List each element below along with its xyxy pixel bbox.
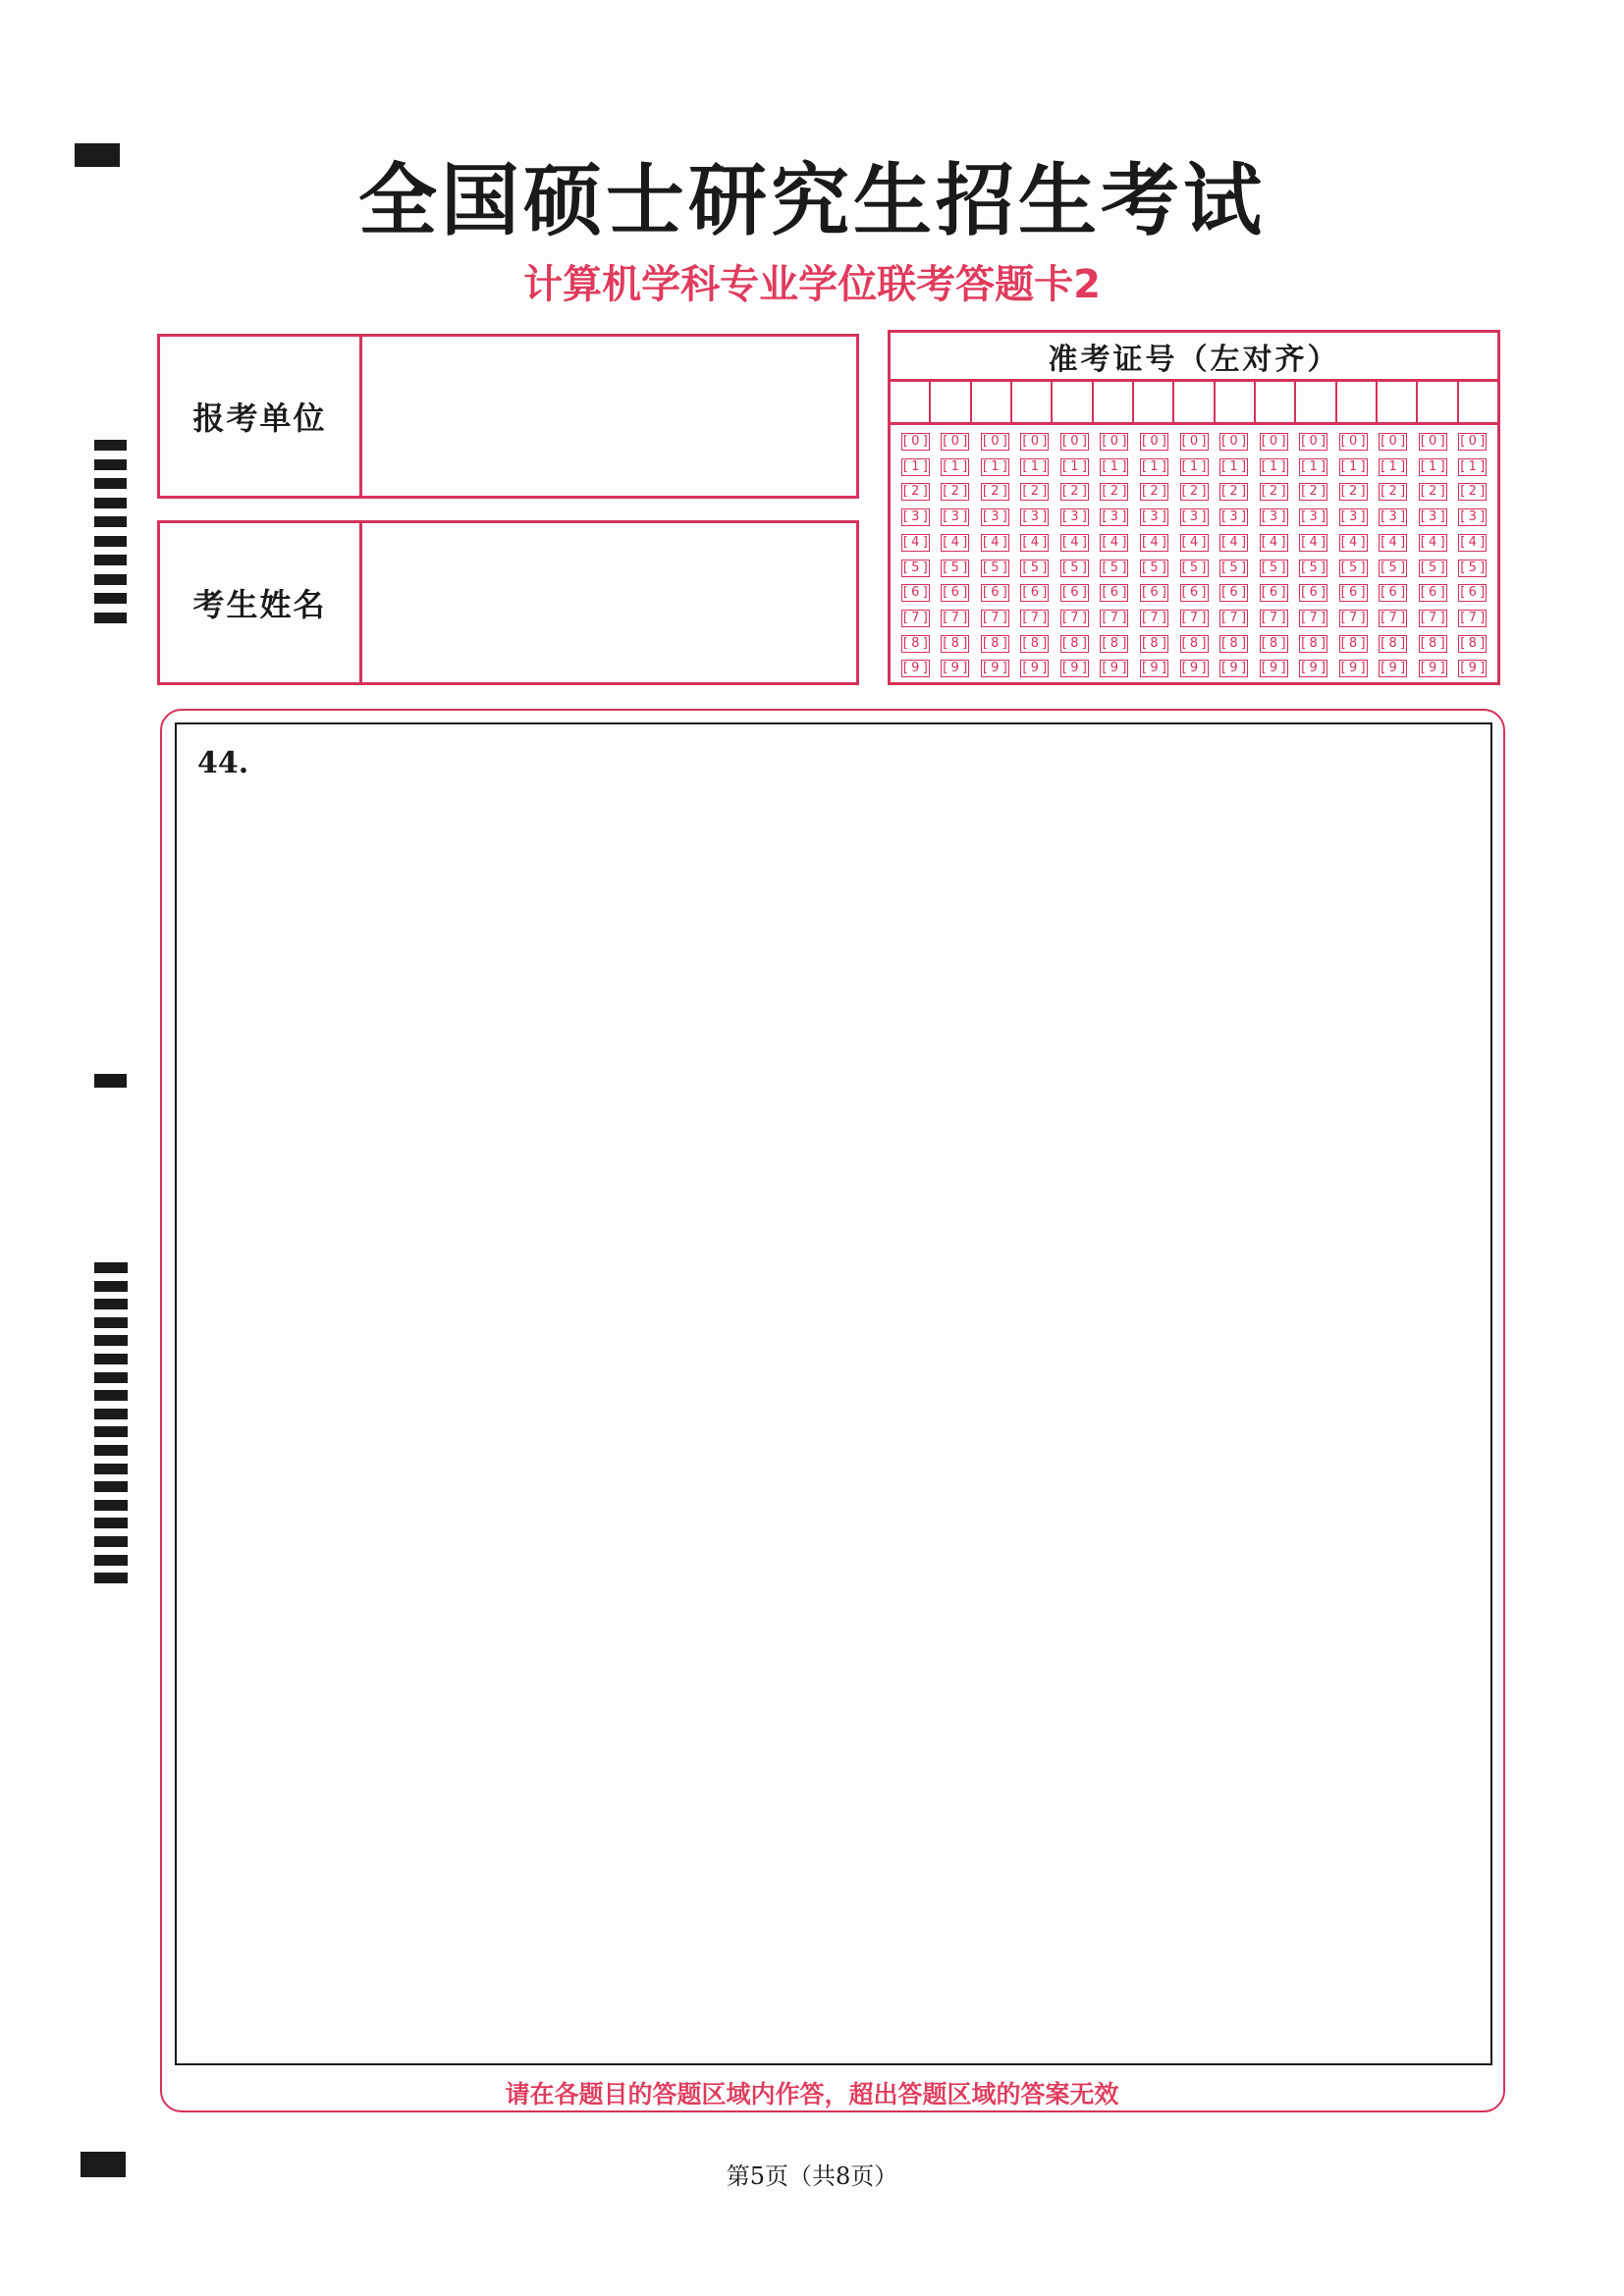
digit-bubble-0[interactable]: [ 0 ] [941, 433, 969, 451]
admission-id-digit-box[interactable] [1459, 382, 1497, 422]
digit-bubble-0[interactable]: [ 0 ] [1339, 433, 1368, 451]
digit-bubble-8[interactable]: [ 8 ] [1219, 635, 1248, 653]
digit-bubble-9[interactable]: [ 9 ] [1060, 660, 1089, 677]
digit-bubble-1[interactable]: [ 1 ] [901, 458, 930, 476]
timing-mark [94, 1573, 128, 1583]
digit-bubble-1[interactable]: [ 1 ] [1140, 458, 1168, 476]
digit-bubble-0[interactable]: [ 0 ] [1020, 433, 1049, 451]
digit-bubble-0[interactable]: [ 0 ] [1299, 433, 1327, 451]
digit-bubble-8[interactable]: [ 8 ] [901, 635, 930, 653]
digit-bubble-0[interactable]: [ 0 ] [1458, 433, 1487, 451]
digit-bubble-1[interactable]: [ 1 ] [1379, 458, 1407, 476]
digit-bubble-9[interactable]: [ 9 ] [1299, 660, 1327, 677]
info-field-unit [157, 334, 859, 499]
digit-bubble-6[interactable]: [ 6 ] [1260, 584, 1288, 602]
info-label-name: 考生姓名 [160, 523, 362, 682]
digit-bubble-3[interactable]: [ 3 ] [1260, 508, 1288, 526]
digit-bubble-4[interactable]: [ 4 ] [1140, 534, 1168, 552]
digit-bubble-2[interactable]: [ 2 ] [901, 483, 930, 501]
timing-mark [94, 536, 127, 547]
unit-input-area[interactable] [362, 337, 856, 496]
digit-bubble-8[interactable]: [ 8 ] [1060, 635, 1089, 653]
digit-bubble-1[interactable]: [ 1 ] [941, 458, 969, 476]
digit-bubble-5[interactable]: [ 5 ] [941, 560, 969, 577]
digit-bubble-4[interactable]: [ 4 ] [981, 534, 1009, 552]
digit-bubble-7[interactable]: [ 7 ] [1419, 610, 1447, 627]
page-title: 全国硕士研究生招生考试 [358, 154, 1266, 246]
timing-mark [94, 516, 127, 527]
digit-bubble-2[interactable]: [ 2 ] [981, 483, 1009, 501]
admission-id-digit-box[interactable] [1134, 382, 1174, 422]
digit-bubble-5[interactable]: [ 5 ] [1219, 560, 1248, 577]
digit-bubble-4[interactable]: [ 4 ] [1260, 534, 1288, 552]
digit-bubble-1[interactable]: [ 1 ] [1419, 458, 1447, 476]
digit-bubble-7[interactable]: [ 7 ] [1260, 610, 1288, 627]
timing-mark [94, 1445, 128, 1456]
timing-mark [94, 574, 127, 585]
digit-bubble-2[interactable]: [ 2 ] [1419, 483, 1447, 501]
timing-mark [94, 1464, 128, 1474]
digit-bubble-6[interactable]: [ 6 ] [1140, 584, 1168, 602]
digit-bubble-7[interactable]: [ 7 ] [1020, 610, 1049, 627]
page-number: 第5页（共8页） [726, 2163, 898, 2190]
digit-bubble-4[interactable]: [ 4 ] [1219, 534, 1248, 552]
admission-id-digit-box[interactable] [972, 382, 1012, 422]
timing-mark [94, 498, 127, 508]
digit-bubble-3[interactable]: [ 3 ] [981, 508, 1009, 526]
digit-bubble-2[interactable]: [ 2 ] [1060, 483, 1089, 501]
digit-bubble-5[interactable]: [ 5 ] [1339, 560, 1368, 577]
admission-id-digit-box[interactable] [1216, 382, 1256, 422]
digit-bubble-9[interactable]: [ 9 ] [941, 660, 969, 677]
admission-id-digit-box[interactable] [1256, 382, 1296, 422]
timing-mark [94, 1317, 128, 1328]
digit-bubble-7[interactable]: [ 7 ] [1140, 610, 1168, 627]
digit-bubble-3[interactable]: [ 3 ] [1180, 508, 1209, 526]
digit-bubble-9[interactable]: [ 9 ] [981, 660, 1009, 677]
info-field-name [157, 520, 859, 685]
digit-bubble-9[interactable]: [ 9 ] [1458, 660, 1487, 677]
digit-bubble-7[interactable]: [ 7 ] [1458, 610, 1487, 627]
digit-bubble-7[interactable]: [ 7 ] [941, 610, 969, 627]
digit-bubble-6[interactable]: [ 6 ] [1180, 584, 1209, 602]
digit-bubble-4[interactable]: [ 4 ] [1020, 534, 1049, 552]
digit-bubble-4[interactable]: [ 4 ] [1458, 534, 1487, 552]
admission-id-digit-box[interactable] [891, 382, 931, 422]
timing-mark [94, 1500, 128, 1511]
digit-bubble-5[interactable]: [ 5 ] [1379, 560, 1407, 577]
digit-bubble-9[interactable]: [ 9 ] [1100, 660, 1128, 677]
digit-bubble-6[interactable]: [ 6 ] [981, 584, 1009, 602]
digit-bubble-2[interactable]: [ 2 ] [1140, 483, 1168, 501]
page-subtitle: 计算机学科专业学位联考答题卡2 [523, 262, 1101, 307]
digit-bubble-4[interactable]: [ 4 ] [1100, 534, 1128, 552]
digit-bubble-4[interactable]: [ 4 ] [1060, 534, 1089, 552]
digit-bubble-8[interactable]: [ 8 ] [1419, 635, 1447, 653]
timing-mark [94, 593, 127, 604]
digit-bubble-0[interactable]: [ 0 ] [981, 433, 1009, 451]
timing-mark [94, 1299, 128, 1309]
digit-bubble-8[interactable]: [ 8 ] [1379, 635, 1407, 653]
digit-bubble-9[interactable]: [ 9 ] [1419, 660, 1447, 677]
timing-mark [94, 1536, 128, 1547]
timing-mark [94, 555, 127, 565]
name-input-area[interactable] [362, 523, 856, 682]
digit-bubble-7[interactable]: [ 7 ] [901, 610, 930, 627]
admission-id-digit-box[interactable] [1012, 382, 1053, 422]
digit-bubble-9[interactable]: [ 9 ] [1219, 660, 1248, 677]
digit-bubble-3[interactable]: [ 3 ] [1379, 508, 1407, 526]
digit-bubble-7[interactable]: [ 7 ] [1180, 610, 1209, 627]
digit-bubble-1[interactable]: [ 1 ] [1339, 458, 1368, 476]
digit-bubble-2[interactable]: [ 2 ] [1020, 483, 1049, 501]
digit-bubble-4[interactable]: [ 4 ] [1379, 534, 1407, 552]
timing-mark [94, 459, 127, 470]
digit-bubble-1[interactable]: [ 1 ] [1020, 458, 1049, 476]
digit-bubble-0[interactable]: [ 0 ] [1419, 433, 1447, 451]
digit-bubble-3[interactable]: [ 3 ] [1339, 508, 1368, 526]
timing-mark [94, 1354, 128, 1364]
digit-bubble-5[interactable]: [ 5 ] [1020, 560, 1049, 577]
digit-bubble-1[interactable]: [ 1 ] [1458, 458, 1487, 476]
digit-bubble-2[interactable]: [ 2 ] [1219, 483, 1248, 501]
digit-bubble-8[interactable]: [ 8 ] [1458, 635, 1487, 653]
digit-bubble-8[interactable]: [ 8 ] [1100, 635, 1128, 653]
digit-bubble-9[interactable]: [ 9 ] [1180, 660, 1209, 677]
digit-bubble-7[interactable]: [ 7 ] [1339, 610, 1368, 627]
digit-bubble-1[interactable]: [ 1 ] [1299, 458, 1327, 476]
timing-mark [94, 1409, 128, 1419]
timing-mark [94, 1555, 128, 1566]
admission-id-digit-box[interactable] [1337, 382, 1378, 422]
digit-bubble-9[interactable]: [ 9 ] [1379, 660, 1407, 677]
timing-mark [94, 440, 127, 451]
digit-bubble-6[interactable]: [ 6 ] [1419, 584, 1447, 602]
digit-bubble-2[interactable]: [ 2 ] [1299, 483, 1327, 501]
digit-bubble-3[interactable]: [ 3 ] [901, 508, 930, 526]
digit-bubble-5[interactable]: [ 5 ] [1100, 560, 1128, 577]
digit-bubble-6[interactable]: [ 6 ] [1219, 584, 1248, 602]
digit-bubble-8[interactable]: [ 8 ] [941, 635, 969, 653]
digit-bubble-9[interactable]: [ 9 ] [1339, 660, 1368, 677]
admission-id-digit-box[interactable] [1296, 382, 1336, 422]
digit-bubble-0[interactable]: [ 0 ] [1180, 433, 1209, 451]
digit-bubble-9[interactable]: [ 9 ] [1140, 660, 1168, 677]
digit-bubble-9[interactable]: [ 9 ] [1260, 660, 1288, 677]
digit-bubble-1[interactable]: [ 1 ] [981, 458, 1009, 476]
digit-bubble-7[interactable]: [ 7 ] [1219, 610, 1248, 627]
digit-bubble-9[interactable]: [ 9 ] [901, 660, 930, 677]
digit-bubble-0[interactable]: [ 0 ] [901, 433, 930, 451]
digit-bubble-3[interactable]: [ 3 ] [1140, 508, 1168, 526]
digit-bubble-6[interactable]: [ 6 ] [1100, 584, 1128, 602]
digit-bubble-1[interactable]: [ 1 ] [1180, 458, 1209, 476]
admission-id-panel [888, 330, 1500, 685]
digit-bubble-5[interactable]: [ 5 ] [1299, 560, 1327, 577]
info-label-unit: 报考单位 [160, 337, 362, 496]
timing-mark [94, 613, 127, 623]
digit-bubble-4[interactable]: [ 4 ] [1339, 534, 1368, 552]
digit-bubble-4[interactable]: [ 4 ] [901, 534, 930, 552]
timing-mark-middle [94, 1074, 127, 1088]
digit-bubble-1[interactable]: [ 1 ] [1219, 458, 1248, 476]
digit-bubble-5[interactable]: [ 5 ] [1140, 560, 1168, 577]
digit-bubble-4[interactable]: [ 4 ] [941, 534, 969, 552]
digit-bubble-6[interactable]: [ 6 ] [1020, 584, 1049, 602]
admission-id-digit-box[interactable] [1053, 382, 1093, 422]
digit-bubble-0[interactable]: [ 0 ] [1100, 433, 1128, 451]
digit-bubble-8[interactable]: [ 8 ] [1299, 635, 1327, 653]
digit-bubble-4[interactable]: [ 4 ] [1419, 534, 1447, 552]
digit-bubble-8[interactable]: [ 8 ] [1180, 635, 1209, 653]
admission-id-title: 准考证号（左对齐） [891, 333, 1497, 382]
admission-id-bubble-grid [895, 433, 1492, 678]
question-number: 44. [197, 746, 249, 780]
digit-bubble-4[interactable]: [ 4 ] [1299, 534, 1327, 552]
digit-bubble-3[interactable]: [ 3 ] [1060, 508, 1089, 526]
digit-bubble-3[interactable]: [ 3 ] [1419, 508, 1447, 526]
answer-area-notice: 请在各题目的答题区域内作答，超出答题区域的答案无效 [505, 2080, 1119, 2109]
digit-bubble-6[interactable]: [ 6 ] [1458, 584, 1487, 602]
digit-bubble-5[interactable]: [ 5 ] [1458, 560, 1487, 577]
digit-bubble-6[interactable]: [ 6 ] [901, 584, 930, 602]
digit-bubble-1[interactable]: [ 1 ] [1060, 458, 1089, 476]
digit-bubble-3[interactable]: [ 3 ] [1100, 508, 1128, 526]
digit-bubble-5[interactable]: [ 5 ] [901, 560, 930, 577]
digit-bubble-0[interactable]: [ 0 ] [1140, 433, 1168, 451]
digit-bubble-5[interactable]: [ 5 ] [1260, 560, 1288, 577]
digit-bubble-5[interactable]: [ 5 ] [981, 560, 1009, 577]
admission-id-digit-box[interactable] [1378, 382, 1418, 422]
digit-bubble-2[interactable]: [ 2 ] [1458, 483, 1487, 501]
digit-bubble-1[interactable]: [ 1 ] [1100, 458, 1128, 476]
digit-bubble-4[interactable]: [ 4 ] [1180, 534, 1209, 552]
digit-bubble-3[interactable]: [ 3 ] [1458, 508, 1487, 526]
digit-bubble-6[interactable]: [ 6 ] [941, 584, 969, 602]
answer-area[interactable] [175, 722, 1492, 2065]
digit-bubble-0[interactable]: [ 0 ] [1219, 433, 1248, 451]
admission-id-digit-box[interactable] [1094, 382, 1134, 422]
digit-bubble-8[interactable]: [ 8 ] [1260, 635, 1288, 653]
timing-mark [94, 1390, 128, 1401]
digit-bubble-2[interactable]: [ 2 ] [1339, 483, 1368, 501]
digit-bubble-0[interactable]: [ 0 ] [1260, 433, 1288, 451]
digit-bubble-6[interactable]: [ 6 ] [1379, 584, 1407, 602]
digit-bubble-0[interactable]: [ 0 ] [1379, 433, 1407, 451]
admission-id-digit-box[interactable] [931, 382, 971, 422]
admission-id-digit-box[interactable] [1418, 382, 1458, 422]
digit-bubble-2[interactable]: [ 2 ] [1379, 483, 1407, 501]
timing-mark [94, 1481, 128, 1492]
digit-bubble-8[interactable]: [ 8 ] [1339, 635, 1368, 653]
digit-bubble-2[interactable]: [ 2 ] [1260, 483, 1288, 501]
timing-mark [94, 1426, 128, 1437]
digit-bubble-7[interactable]: [ 7 ] [1100, 610, 1128, 627]
digit-bubble-3[interactable]: [ 3 ] [1299, 508, 1327, 526]
digit-bubble-3[interactable]: [ 3 ] [941, 508, 969, 526]
digit-bubble-6[interactable]: [ 6 ] [1060, 584, 1089, 602]
digit-bubble-8[interactable]: [ 8 ] [1140, 635, 1168, 653]
digit-bubble-8[interactable]: [ 8 ] [1020, 635, 1049, 653]
timing-mark [94, 1518, 128, 1528]
timing-mark [94, 478, 127, 489]
timing-mark [94, 1372, 128, 1383]
digit-bubble-7[interactable]: [ 7 ] [1379, 610, 1407, 627]
digit-bubble-2[interactable]: [ 2 ] [941, 483, 969, 501]
digit-bubble-7[interactable]: [ 7 ] [981, 610, 1009, 627]
digit-bubble-1[interactable]: [ 1 ] [1260, 458, 1288, 476]
digit-bubble-9[interactable]: [ 9 ] [1020, 660, 1049, 677]
timing-mark [94, 1335, 128, 1346]
digit-bubble-5[interactable]: [ 5 ] [1180, 560, 1209, 577]
timing-mark [94, 1262, 128, 1273]
digit-bubble-7[interactable]: [ 7 ] [1299, 610, 1327, 627]
digit-bubble-0[interactable]: [ 0 ] [1060, 433, 1089, 451]
digit-bubble-2[interactable]: [ 2 ] [1180, 483, 1209, 501]
digit-bubble-8[interactable]: [ 8 ] [981, 635, 1009, 653]
digit-bubble-6[interactable]: [ 6 ] [1299, 584, 1327, 602]
digit-bubble-3[interactable]: [ 3 ] [1219, 508, 1248, 526]
admission-id-digit-box[interactable] [1174, 382, 1215, 422]
admission-id-digit-boxes [891, 382, 1497, 425]
digit-bubble-3[interactable]: [ 3 ] [1020, 508, 1049, 526]
digit-bubble-5[interactable]: [ 5 ] [1419, 560, 1447, 577]
timing-mark [94, 1281, 128, 1292]
digit-bubble-2[interactable]: [ 2 ] [1100, 483, 1128, 501]
digit-bubble-5[interactable]: [ 5 ] [1060, 560, 1089, 577]
digit-bubble-7[interactable]: [ 7 ] [1060, 610, 1089, 627]
digit-bubble-6[interactable]: [ 6 ] [1339, 584, 1368, 602]
